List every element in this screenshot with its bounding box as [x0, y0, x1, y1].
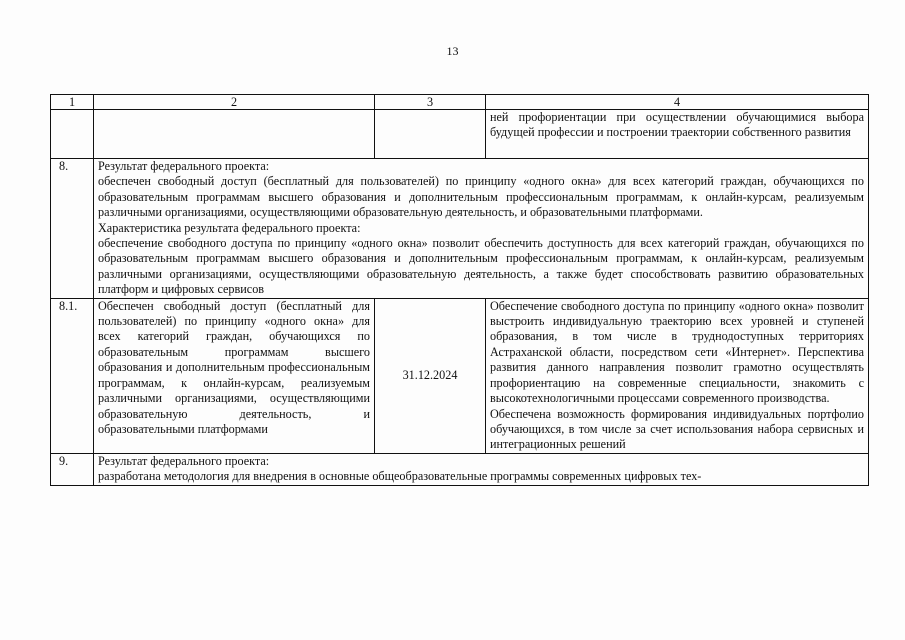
- row-8-1-characteristic: [486, 298, 869, 453]
- page-number: 13: [446, 44, 459, 58]
- table-row-9: [51, 453, 869, 485]
- row-9-number: 9.: [51, 453, 94, 485]
- row-9-result-text: разработана методология для внедрения в основные общеобразовательные программы современных цифровых тех-: [98, 469, 702, 484]
- header-col-3: 3: [375, 95, 486, 110]
- row-8-characteristic-heading: Характеристика результата федерального проекта:: [98, 220, 361, 235]
- row-8-1-description: Обеспечен свободный доступ (бесплатный для пользователей) по принципу «одного окна» для всех категорий граждан, обучающихся по образовательным программам высшего образования и дополнительным профессиональным программам, к онлайн-курсам, реализуемым различными организациями, осуществляющими образовательную деятельность, и образовательными платформами: [94, 298, 375, 453]
- row-8-1-characteristic-p1: Обеспечение свободного доступа по принципу «одного окна» позволит выстроить индивидуальную траекторию всех уровней и ступеней образования, в том числе в труднодоступных территориях Астраханской области, посредством сети «Интернет». Перспектива развития данного направления позволит грамотно осуществлять профориентацию на современные специальности, знакомить с высокотехнологичными процессами современного производства.: [490, 298, 864, 406]
- continuation-text: ней профориентации при осуществлении обучающимися выбора будущей профессии и построении траектории собственного развития: [486, 110, 869, 159]
- table-row-8: [51, 159, 869, 299]
- row-8-number: 8.: [51, 159, 94, 299]
- row-8-1-characteristic-p2: Обеспечена возможность формирования индивидуальных портфолио обучающихся, в том числе за счет использования набора сервисных и интеграционных решений: [490, 406, 864, 452]
- row-8-result-text: обеспечен свободный доступ (бесплатный для пользователей) по принципу «одного окна» для всех категорий граждан, обучающихся по образовательным программам высшего образования и дополнительным профессиональным программам, к онлайн-курсам, реализуемым различными организациями, осуществляющими образовательную деятельность, и образовательными платформами.: [98, 174, 864, 220]
- table-row-8-1: [51, 298, 869, 453]
- header-col-1: 1: [51, 95, 94, 110]
- header-col-2: 2: [94, 95, 375, 110]
- continuation-col3-cell: [375, 110, 486, 159]
- header-row: [51, 95, 869, 110]
- row-9-result-heading: Результат федерального проекта:: [98, 453, 270, 468]
- header-col-4: 4: [486, 95, 869, 110]
- continuation-col2-cell: [94, 110, 375, 159]
- continuation-num-cell: [51, 110, 94, 159]
- row-8-characteristic-text: обеспечение свободного доступа по принципу «одного окна» позволит обеспечить доступность для всех категорий граждан, обучающихся по образовательным программам высшего образования и дополнительным профессиональным программам, к онлайн-курсам, реализуемым различными организациями, осуществляющими образовательную деятельность, а также будет способствовать развитию образовательных платформ и цифровых сервисов: [98, 236, 864, 297]
- row-9-content: [94, 453, 869, 485]
- continuation-row: [51, 110, 869, 159]
- row-8-1-number: 8.1.: [51, 298, 94, 453]
- row-8-result-heading: Результат федерального проекта:: [98, 159, 270, 173]
- results-table: [50, 94, 869, 486]
- row-8-1-date: 31.12.2024: [375, 298, 486, 453]
- row-8-content: [94, 159, 869, 299]
